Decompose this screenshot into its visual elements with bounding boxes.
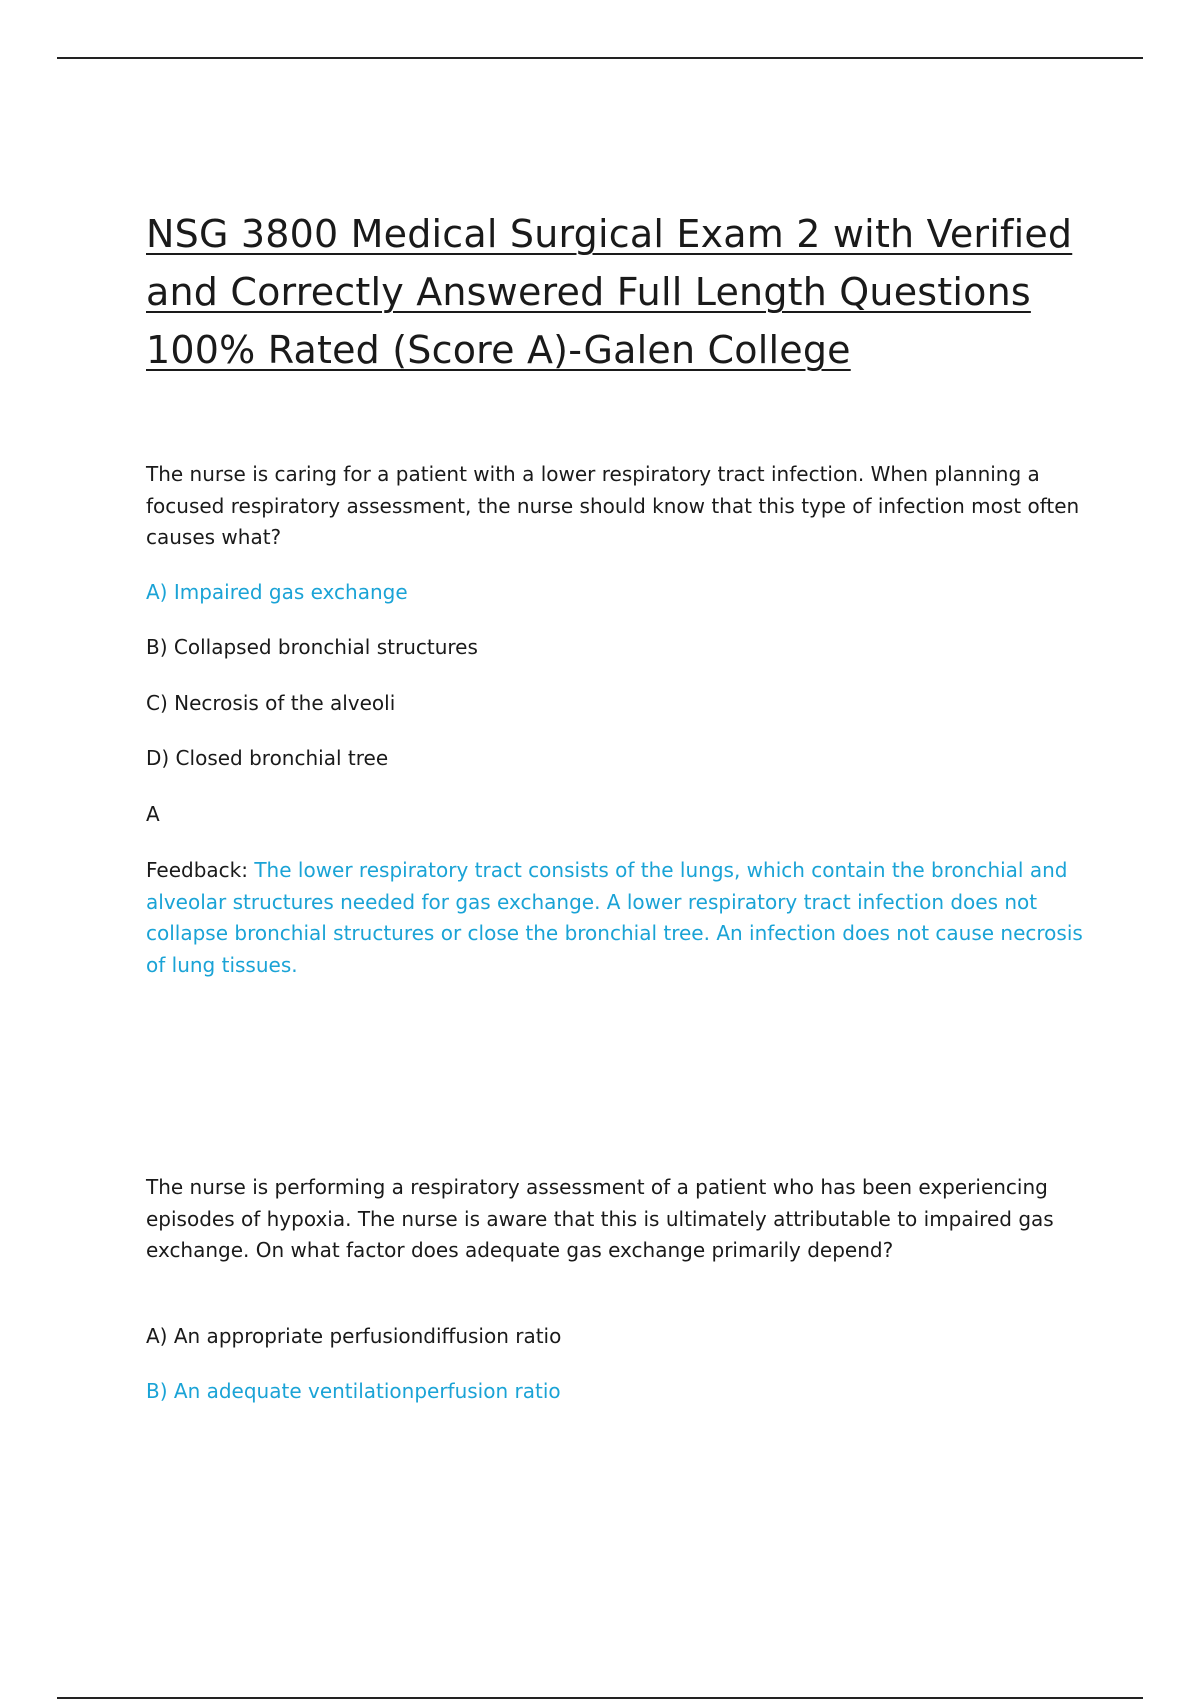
- question-2-option-a: A) An appropriate perfusiondiffusion ratio: [146, 1324, 562, 1348]
- question-2-text: The nurse is performing a respiratory assessment of a patient who has been experiencing episodes of hypoxia. The nurse is aware that this is ultimately attributable to impaired gas exchange. On what factor does adequate gas exchange primarily depend?: [146, 1175, 1054, 1262]
- bottom-rule: [57, 1697, 1143, 1699]
- question-1-option-c: C) Necrosis of the alveoli: [146, 691, 396, 715]
- question-1-option-a: A) Impaired gas exchange: [146, 580, 408, 604]
- question-2-option-b: B) An adequate ventilationperfusion ratio: [146, 1379, 561, 1403]
- feedback-label: Feedback:: [146, 858, 248, 882]
- question-1-option-b: B) Collapsed bronchial structures: [146, 635, 478, 659]
- question-1-answer: A: [146, 802, 160, 826]
- feedback-text: The lower respiratory tract consists of the lungs, which contain the bronchial and alveolar structures needed for gas exchange. A lower respiratory tract infection does not collapse bronchial structures or close the bronchial tree. An infection does not cause necrosis of lung tissues.: [146, 858, 1083, 977]
- top-rule: [57, 57, 1143, 59]
- document-title: NSG 3800 Medical Surgical Exam 2 with Verified and Correctly Answered Full Length Questions 100% Rated (Score A)-Galen College: [146, 212, 1073, 372]
- question-1-feedback: [146, 855, 1106, 981]
- question-1-option-d: D) Closed bronchial tree: [146, 746, 389, 770]
- question-1-text: The nurse is caring for a patient with a lower respiratory tract infection. When planning a focused respiratory assessment, the nurse should know that this type of infection most often causes what?: [146, 462, 1080, 549]
